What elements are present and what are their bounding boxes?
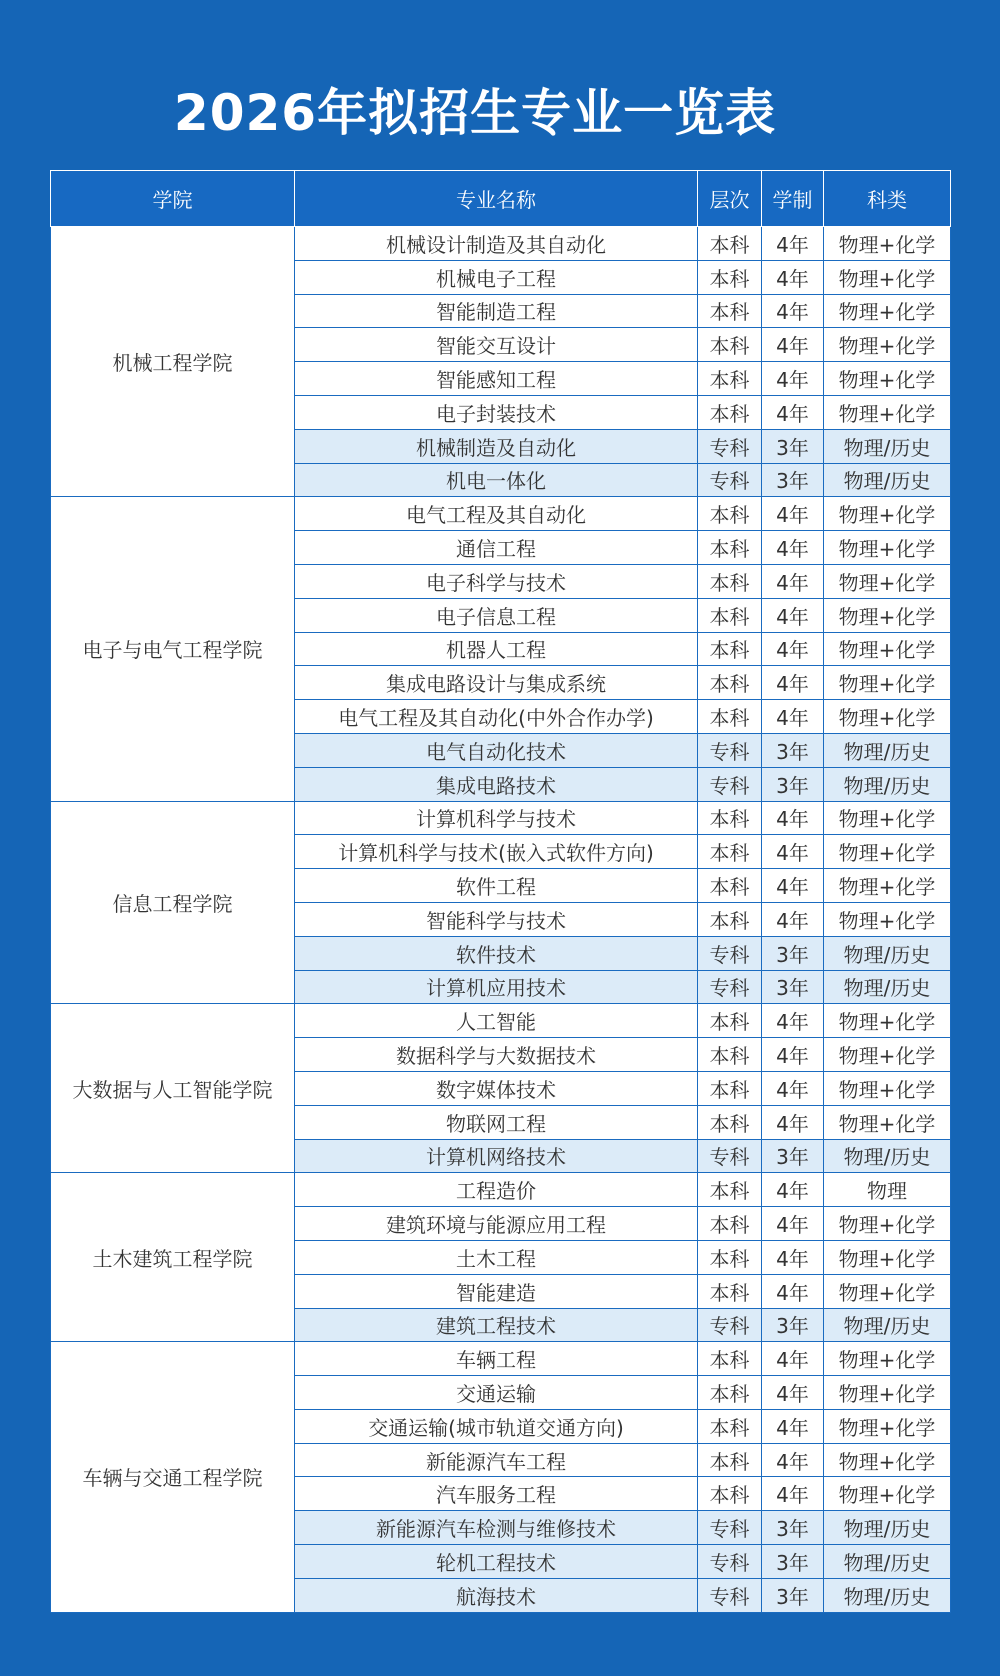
duration-cell: 4年 xyxy=(762,1409,824,1443)
duration-cell: 4年 xyxy=(762,835,824,869)
major-name-cell: 机械电子工程 xyxy=(295,260,698,294)
subject-cell: 物理+化学 xyxy=(824,801,951,835)
major-name-cell: 建筑环境与能源应用工程 xyxy=(295,1207,698,1241)
duration-cell: 3年 xyxy=(762,970,824,1004)
major-name-cell: 集成电路设计与集成系统 xyxy=(295,666,698,700)
duration-cell: 3年 xyxy=(762,429,824,463)
subject-cell: 物理+化学 xyxy=(824,395,951,429)
level-cell: 专科 xyxy=(698,936,762,970)
major-name-cell: 数字媒体技术 xyxy=(295,1071,698,1105)
header-subject: 科类 xyxy=(824,171,951,227)
duration-cell: 3年 xyxy=(762,1308,824,1342)
duration-cell: 4年 xyxy=(762,497,824,531)
level-cell: 本科 xyxy=(698,564,762,598)
subject-cell: 物理+化学 xyxy=(824,666,951,700)
level-cell: 本科 xyxy=(698,700,762,734)
major-name-cell: 计算机科学与技术 xyxy=(295,801,698,835)
duration-cell: 4年 xyxy=(762,700,824,734)
duration-cell: 4年 xyxy=(762,564,824,598)
major-name-cell: 计算机科学与技术(嵌入式软件方向) xyxy=(295,835,698,869)
subject-cell: 物理+化学 xyxy=(824,497,951,531)
major-name-cell: 集成电路技术 xyxy=(295,767,698,801)
major-name-cell: 软件工程 xyxy=(295,869,698,903)
duration-cell: 4年 xyxy=(762,328,824,362)
subject-cell: 物理/历史 xyxy=(824,733,951,767)
level-cell: 本科 xyxy=(698,1173,762,1207)
major-name-cell: 轮机工程技术 xyxy=(295,1545,698,1579)
subject-cell: 物理+化学 xyxy=(824,1038,951,1072)
subject-cell: 物理+化学 xyxy=(824,835,951,869)
level-cell: 本科 xyxy=(698,1240,762,1274)
major-name-cell: 智能建造 xyxy=(295,1274,698,1308)
subject-cell: 物理+化学 xyxy=(824,227,951,261)
level-cell: 本科 xyxy=(698,1376,762,1410)
major-name-cell: 建筑工程技术 xyxy=(295,1308,698,1342)
duration-cell: 4年 xyxy=(762,1004,824,1038)
level-cell: 本科 xyxy=(698,395,762,429)
duration-cell: 4年 xyxy=(762,1376,824,1410)
table-row xyxy=(51,1004,951,1038)
level-cell: 专科 xyxy=(698,1545,762,1579)
level-cell: 本科 xyxy=(698,260,762,294)
header-college: 学院 xyxy=(51,171,295,227)
major-name-cell: 智能感知工程 xyxy=(295,362,698,396)
subject-cell: 物理+化学 xyxy=(824,598,951,632)
duration-cell: 3年 xyxy=(762,1139,824,1173)
level-cell: 专科 xyxy=(698,1578,762,1612)
header-level: 层次 xyxy=(698,171,762,227)
duration-cell: 4年 xyxy=(762,260,824,294)
major-name-cell: 软件技术 xyxy=(295,936,698,970)
duration-cell: 4年 xyxy=(762,1477,824,1511)
subject-cell: 物理 xyxy=(824,1173,951,1207)
major-name-cell: 机电一体化 xyxy=(295,463,698,497)
duration-cell: 4年 xyxy=(762,801,824,835)
subject-cell: 物理/历史 xyxy=(824,463,951,497)
subject-cell: 物理+化学 xyxy=(824,1071,951,1105)
level-cell: 本科 xyxy=(698,666,762,700)
major-name-cell: 计算机应用技术 xyxy=(295,970,698,1004)
college-cell: 信息工程学院 xyxy=(51,801,295,1004)
major-name-cell: 电子信息工程 xyxy=(295,598,698,632)
duration-cell: 4年 xyxy=(762,598,824,632)
subject-cell: 物理+化学 xyxy=(824,1274,951,1308)
duration-cell: 3年 xyxy=(762,767,824,801)
subject-cell: 物理+化学 xyxy=(824,1409,951,1443)
major-name-cell: 交通运输 xyxy=(295,1376,698,1410)
subject-cell: 物理+化学 xyxy=(824,328,951,362)
major-name-cell: 机械设计制造及其自动化 xyxy=(295,227,698,261)
level-cell: 本科 xyxy=(698,1071,762,1105)
duration-cell: 4年 xyxy=(762,395,824,429)
duration-cell: 3年 xyxy=(762,1545,824,1579)
duration-cell: 4年 xyxy=(762,1274,824,1308)
table-row xyxy=(51,227,951,261)
level-cell: 专科 xyxy=(698,1308,762,1342)
major-name-cell: 汽车服务工程 xyxy=(295,1477,698,1511)
duration-cell: 4年 xyxy=(762,1240,824,1274)
subject-cell: 物理+化学 xyxy=(824,1207,951,1241)
major-name-cell: 智能科学与技术 xyxy=(295,902,698,936)
major-name-cell: 智能交互设计 xyxy=(295,328,698,362)
college-cell: 电子与电气工程学院 xyxy=(51,497,295,801)
major-name-cell: 车辆工程 xyxy=(295,1342,698,1376)
level-cell: 专科 xyxy=(698,733,762,767)
level-cell: 本科 xyxy=(698,1105,762,1139)
college-cell: 土木建筑工程学院 xyxy=(51,1173,295,1342)
subject-cell: 物理+化学 xyxy=(824,1443,951,1477)
level-cell: 本科 xyxy=(698,902,762,936)
major-name-cell: 计算机网络技术 xyxy=(295,1139,698,1173)
subject-cell: 物理+化学 xyxy=(824,1376,951,1410)
header-duration: 学制 xyxy=(762,171,824,227)
subject-cell: 物理+化学 xyxy=(824,1477,951,1511)
subject-cell: 物理+化学 xyxy=(824,564,951,598)
table-header-row xyxy=(51,171,951,227)
duration-cell: 3年 xyxy=(762,1511,824,1545)
level-cell: 本科 xyxy=(698,328,762,362)
subject-cell: 物理+化学 xyxy=(824,1004,951,1038)
major-name-cell: 交通运输(城市轨道交通方向) xyxy=(295,1409,698,1443)
level-cell: 本科 xyxy=(698,1274,762,1308)
major-name-cell: 航海技术 xyxy=(295,1578,698,1612)
major-name-cell: 机器人工程 xyxy=(295,632,698,666)
major-name-cell: 电气工程及其自动化(中外合作办学) xyxy=(295,700,698,734)
level-cell: 本科 xyxy=(698,1477,762,1511)
table-body xyxy=(51,227,951,1613)
duration-cell: 4年 xyxy=(762,632,824,666)
duration-cell: 4年 xyxy=(762,1443,824,1477)
major-name-cell: 电气自动化技术 xyxy=(295,733,698,767)
level-cell: 专科 xyxy=(698,970,762,1004)
duration-cell: 4年 xyxy=(762,869,824,903)
subject-cell: 物理/历史 xyxy=(824,936,951,970)
level-cell: 本科 xyxy=(698,362,762,396)
level-cell: 本科 xyxy=(698,632,762,666)
subject-cell: 物理/历史 xyxy=(824,970,951,1004)
subject-cell: 物理/历史 xyxy=(824,1139,951,1173)
duration-cell: 3年 xyxy=(762,733,824,767)
header-major: 专业名称 xyxy=(295,171,698,227)
duration-cell: 4年 xyxy=(762,1342,824,1376)
subject-cell: 物理+化学 xyxy=(824,531,951,565)
subject-cell: 物理+化学 xyxy=(824,1105,951,1139)
duration-cell: 3年 xyxy=(762,463,824,497)
major-name-cell: 电子科学与技术 xyxy=(295,564,698,598)
duration-cell: 4年 xyxy=(762,227,824,261)
college-cell: 大数据与人工智能学院 xyxy=(51,1004,295,1173)
level-cell: 本科 xyxy=(698,1342,762,1376)
level-cell: 本科 xyxy=(698,869,762,903)
level-cell: 专科 xyxy=(698,767,762,801)
major-name-cell: 人工智能 xyxy=(295,1004,698,1038)
level-cell: 专科 xyxy=(698,463,762,497)
subject-cell: 物理/历史 xyxy=(824,1545,951,1579)
level-cell: 本科 xyxy=(698,531,762,565)
college-cell: 车辆与交通工程学院 xyxy=(51,1342,295,1612)
major-name-cell: 电气工程及其自动化 xyxy=(295,497,698,531)
duration-cell: 4年 xyxy=(762,902,824,936)
subject-cell: 物理+化学 xyxy=(824,362,951,396)
duration-cell: 3年 xyxy=(762,1578,824,1612)
table-row xyxy=(51,497,951,531)
subject-cell: 物理+化学 xyxy=(824,632,951,666)
subject-cell: 物理/历史 xyxy=(824,1578,951,1612)
major-name-cell: 土木工程 xyxy=(295,1240,698,1274)
duration-cell: 4年 xyxy=(762,1173,824,1207)
subject-cell: 物理+化学 xyxy=(824,869,951,903)
duration-cell: 4年 xyxy=(762,1105,824,1139)
major-name-cell: 通信工程 xyxy=(295,531,698,565)
level-cell: 本科 xyxy=(698,1443,762,1477)
duration-cell: 4年 xyxy=(762,1038,824,1072)
duration-cell: 4年 xyxy=(762,1071,824,1105)
subject-cell: 物理+化学 xyxy=(824,902,951,936)
level-cell: 本科 xyxy=(698,835,762,869)
level-cell: 本科 xyxy=(698,598,762,632)
level-cell: 专科 xyxy=(698,429,762,463)
subject-cell: 物理+化学 xyxy=(824,294,951,328)
page-title: 2026年拟招生专业一览表 xyxy=(173,84,777,142)
subject-cell: 物理+化学 xyxy=(824,1240,951,1274)
major-name-cell: 新能源汽车检测与维修技术 xyxy=(295,1511,698,1545)
college-cell: 机械工程学院 xyxy=(51,227,295,497)
duration-cell: 4年 xyxy=(762,666,824,700)
subject-cell: 物理/历史 xyxy=(824,767,951,801)
subject-cell: 物理/历史 xyxy=(824,1308,951,1342)
table-row xyxy=(51,801,951,835)
major-name-cell: 智能制造工程 xyxy=(295,294,698,328)
subject-cell: 物理+化学 xyxy=(824,700,951,734)
duration-cell: 3年 xyxy=(762,936,824,970)
major-name-cell: 数据科学与大数据技术 xyxy=(295,1038,698,1072)
duration-cell: 4年 xyxy=(762,294,824,328)
duration-cell: 4年 xyxy=(762,1207,824,1241)
level-cell: 本科 xyxy=(698,801,762,835)
subject-cell: 物理+化学 xyxy=(824,1342,951,1376)
subject-cell: 物理/历史 xyxy=(824,1511,951,1545)
level-cell: 本科 xyxy=(698,1004,762,1038)
level-cell: 专科 xyxy=(698,1139,762,1173)
major-name-cell: 电子封装技术 xyxy=(295,395,698,429)
major-name-cell: 物联网工程 xyxy=(295,1105,698,1139)
majors-table-container xyxy=(50,170,950,1613)
subject-cell: 物理/历史 xyxy=(824,429,951,463)
duration-cell: 4年 xyxy=(762,362,824,396)
level-cell: 专科 xyxy=(698,1511,762,1545)
major-name-cell: 工程造价 xyxy=(295,1173,698,1207)
table-row xyxy=(51,1173,951,1207)
subject-cell: 物理+化学 xyxy=(824,260,951,294)
major-name-cell: 新能源汽车工程 xyxy=(295,1443,698,1477)
level-cell: 本科 xyxy=(698,1038,762,1072)
duration-cell: 4年 xyxy=(762,531,824,565)
level-cell: 本科 xyxy=(698,227,762,261)
major-name-cell: 机械制造及自动化 xyxy=(295,429,698,463)
table-row xyxy=(51,1342,951,1376)
level-cell: 本科 xyxy=(698,497,762,531)
majors-table xyxy=(50,170,951,1613)
level-cell: 本科 xyxy=(698,1409,762,1443)
level-cell: 本科 xyxy=(698,294,762,328)
level-cell: 本科 xyxy=(698,1207,762,1241)
